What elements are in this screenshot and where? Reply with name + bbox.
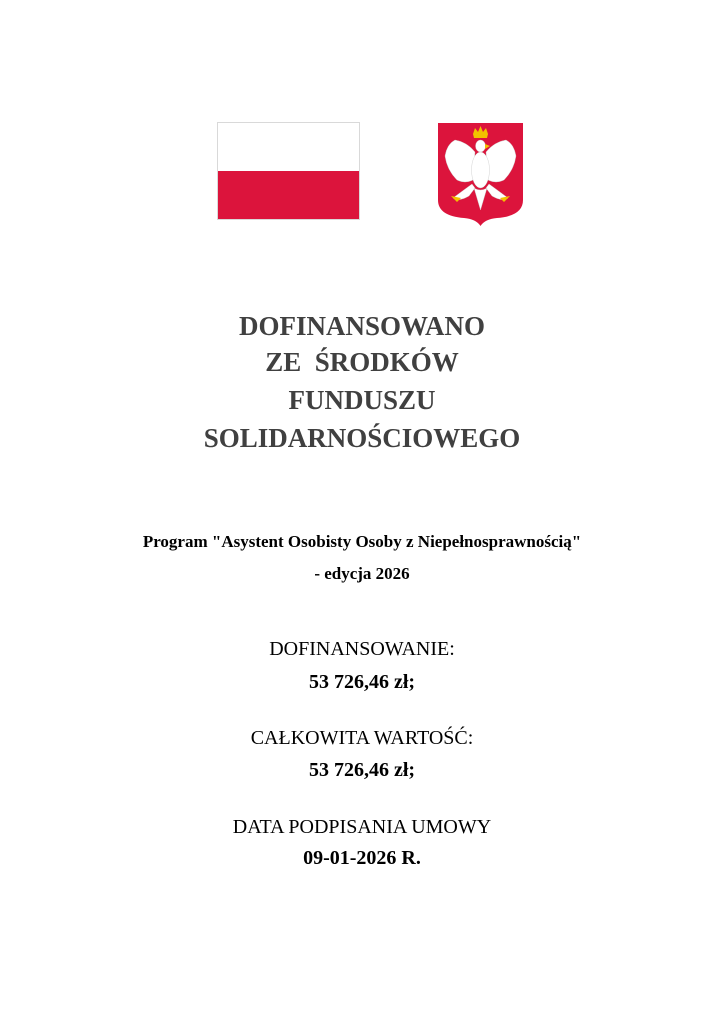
heading-line-1: DOFINANSOWANO <box>238 311 486 341</box>
total-value-amount: 53 726,46 zł; <box>308 759 416 781</box>
program-name: Program "Asystent Osobisty Osoby z Niepełnosprawnością" <box>142 532 582 551</box>
heading-line-2: ZE ŚRODKÓW <box>265 347 459 377</box>
heading-line-3: FUNDUSZU <box>288 385 436 415</box>
total-value-label: CAŁKOWITA WARTOŚĆ: <box>250 727 474 749</box>
heading-line-4: SOLIDARNOŚCIOWEGO <box>203 423 521 453</box>
funding-value: 53 726,46 zł; <box>308 671 416 693</box>
signing-date-label: DATA PODPISANIA UMOWY <box>232 816 492 838</box>
flag-red-stripe <box>218 171 359 219</box>
flag-white-stripe <box>218 123 359 171</box>
funding-label: DOFINANSOWANIE: <box>269 638 455 660</box>
emblem-eagle <box>445 140 516 210</box>
polish-eagle-emblem-icon <box>437 122 524 226</box>
signing-date-value: 09-01-2026 R. <box>303 847 421 869</box>
program-edition: - edycja 2026 <box>314 564 410 583</box>
polish-flag <box>217 122 360 220</box>
